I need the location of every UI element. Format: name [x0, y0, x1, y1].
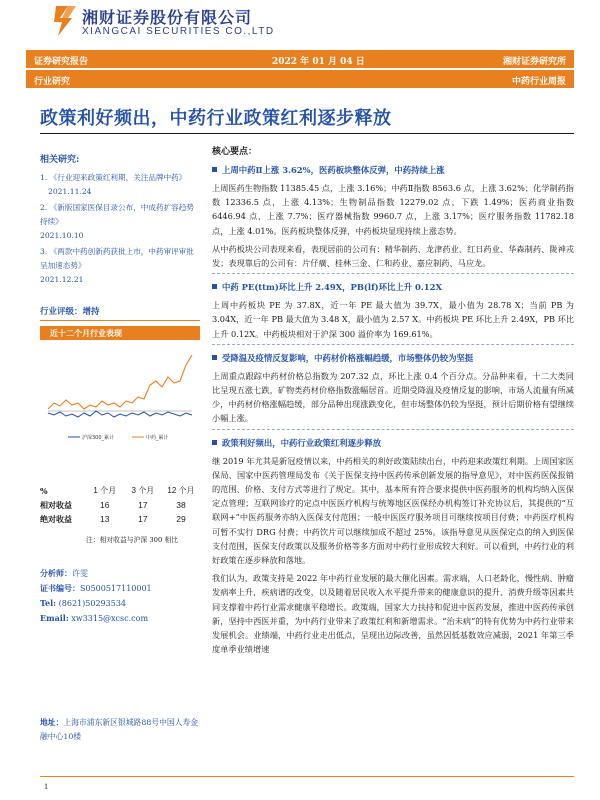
related-list — [40, 171, 200, 287]
title-divider — [40, 133, 574, 134]
table-note: 注：相对收益与沪深 300 相比 — [86, 536, 179, 544]
page-title: 政策利好频出，中药行业政策红利逐步释放 — [40, 108, 392, 129]
report-type: 证券研究报告 — [34, 57, 89, 67]
paragraph: 上周中药板块 PE 为 37.8X，近一年 PE 最大值为 39.7X，最小值为 28.78 X；当前 PB 为 3.04X，近一年 PB 最大值为 3.48 X，最小值为 2.57 X。中药板块 PE 环比上升 2.49X，PB 环比上升 0.12X。中药板块相对于沪深 300 溢价率为 169.61%。 — [212, 300, 574, 339]
company-name-en: XIANGCAI SECURITIES CO.,LTD — [82, 26, 275, 37]
section-divider — [212, 429, 574, 430]
company-name-cn: 湘财证券股份有限公司 — [82, 8, 253, 27]
section-headline: 受降温及疫情反复影响，中药材价格涨幅趋缓，市场整体仍较为坚挺 — [212, 351, 574, 365]
rating-divider — [40, 320, 200, 321]
paragraph: 继 2019 年尤其是新冠疫情以来，中药相关的利好政策陆续出台，中药迎来政策红利期。上周国家医保局、国家中医药管理局发布《关于医保支持中医药传承创新发展的指导意见》，对中医药医保报销的范围、价格、支付方式等进行了规定。其中，基本所有符合要求提供中医药服务的机构均纳入医保定点管理；互联网诊疗的定点中医医疗机构与统筹地区医保经办机构签订补充协议后，其提供的“互联网+”中医药服务亦纳入医保支付范围；一般中医医疗服务项目可继续按项目付费；中药医疗机构可暂不实行 DRG 付费；中药饮片可以继续加成不超过 25%。该指导意见从医保定点的纳入到医保支付范围，医保支付政策以及服务价格等多方面对中药行业形成较大利好。可以看到，中药行业的利好政策在逐步释放和落地。 — [212, 455, 574, 566]
legend-tcm: 中药_累计 — [146, 435, 169, 441]
analyst-info: 分析师：许雯 证书编号：S0500517110001 Tel: (8621)50293534 Email: xw3315@xcsc.com — [40, 568, 152, 623]
paragraph: 从中药板块公司表现来看，表现居前的公司有：精华制药、龙津药业、红日药业、华森制药、陇神戎发；表现靠后的公司有：片仔癀、桂林三金、仁和药业、嘉应制药、马应龙。 — [212, 243, 574, 269]
performance-heading-bar — [40, 326, 200, 340]
performance-chart — [40, 343, 200, 447]
performance-heading: 近十二个月行业表现 — [50, 328, 122, 338]
table-row: 绝对收益 13 17 29 — [40, 514, 186, 524]
legend-hs300: 沪深300_累计 — [82, 435, 115, 441]
paragraph: 上周重点跟踪中药材价格总指数为 207.32 点，环比上涨 0.4 个百分点。分品种来看，十二大类同比呈现五涨七跌，矿物类药材价格指数涨幅居首。近期受降温及疫情反复的影响，市场人流量有所减少，中药材价格涨幅趋缓，部分品种出现涨跌变化，但市场整体仍较为坚挺，预计后期价格有望继续小幅上涨。 — [212, 370, 574, 424]
paragraph: 上周医药生物指数 11385.45 点，上涨 3.16%；中药Ⅱ指数 8563.6 点，上涨 3.62%；化学制药指数 12336.5 点，上涨 4.13%；生物制品指数 12279.02 点，下跌 1.49%；医药商业指数 6446.94 点，上涨 7.7%；医疗器械指数 9960.7 点，上涨 3.17%；医疗服务指数 11782.18 点，上涨 4.01%。医药板块整体反弹，中药板块显现持续上涨态势。 — [212, 183, 574, 236]
main-content — [212, 144, 574, 656]
section-headline: 政策利好频出，中药行业政策红利逐步释放 — [212, 436, 574, 450]
report-date: 2022 年 01 月 04 日 — [272, 57, 365, 67]
company-logo — [54, 4, 78, 38]
section-headline: 中药 PE(ttm)环比上升 2.49X，PB(lf)环比上升 0.12X — [212, 280, 574, 294]
research-category: 行业研究 — [34, 77, 71, 87]
series-hs300 — [48, 411, 192, 417]
header-bar-bottom — [26, 70, 574, 88]
section-headline: 上周中药Ⅱ上涨 3.62%，医药板块整体反弹，中药持续上涨 — [212, 163, 574, 177]
header-bar-top — [26, 50, 574, 68]
table-row: 相对收益 16 17 38 — [40, 500, 186, 510]
core-points-heading: 核心要点： — [212, 147, 258, 157]
paragraph: 我们认为，政策支持是 2022 年中药行业发展的最大催化因素。需求端，人口老龄化，慢性病、肿瘤发病率上升，疾病谱的改变，以及随着居民收入水平提升带来的健康意识的提升、消费升级等因素共同支撑着中药行业需求健康平稳增长。政策端，国家大力扶持和促进中医药发展，推进中医药传承创新，坚持中西医并重，为中药行业带来了政策红利和新增需求。“治未病”的特有优势为中药行业带来发展机会。业绩端，中药行业走出低点，呈现出边际改善，虽然因低基数效应减弱，2021 年第三季度单季业绩增速 — [212, 573, 574, 655]
related-item[interactable]: 1. 《行业迎来政策红利期，关注品牌中药》 2021.11.24 — [40, 173, 187, 196]
related-item[interactable]: 2. 《新版国家医保目录公布，中成药扩容趋势持续》 2021.10.10 — [40, 203, 194, 240]
section-divider — [212, 273, 574, 274]
analyst-name: 许雯 — [72, 569, 88, 578]
phone-number: (8621)50293534 — [58, 599, 126, 608]
table-header: % 1 个月 3 个月 12 个月 — [40, 486, 195, 496]
report-series: 中药行业周报 — [511, 77, 566, 87]
related-heading: 相关研究: — [40, 155, 80, 165]
cert-number: S0500517110001 — [80, 584, 152, 593]
section-divider — [212, 344, 574, 345]
related-item[interactable]: 3. 《两款中药创新药获批上市，中药审评审批呈加速态势》 2021.12.21 — [40, 247, 194, 284]
office-address: 地址：上海市浦东新区银城路88号中国人寿金融中心10楼 — [40, 718, 199, 741]
footer-divider — [40, 776, 574, 777]
institute-name: 湘财证券研究所 — [502, 57, 566, 67]
sidebar — [40, 140, 200, 289]
email-link[interactable]: xw3315@xcsc.com — [71, 614, 149, 623]
page-number: 1 — [44, 782, 48, 791]
industry-rating: 行业评级：增持 — [40, 307, 100, 317]
performance-table — [40, 484, 200, 526]
series-tcm — [48, 355, 192, 409]
